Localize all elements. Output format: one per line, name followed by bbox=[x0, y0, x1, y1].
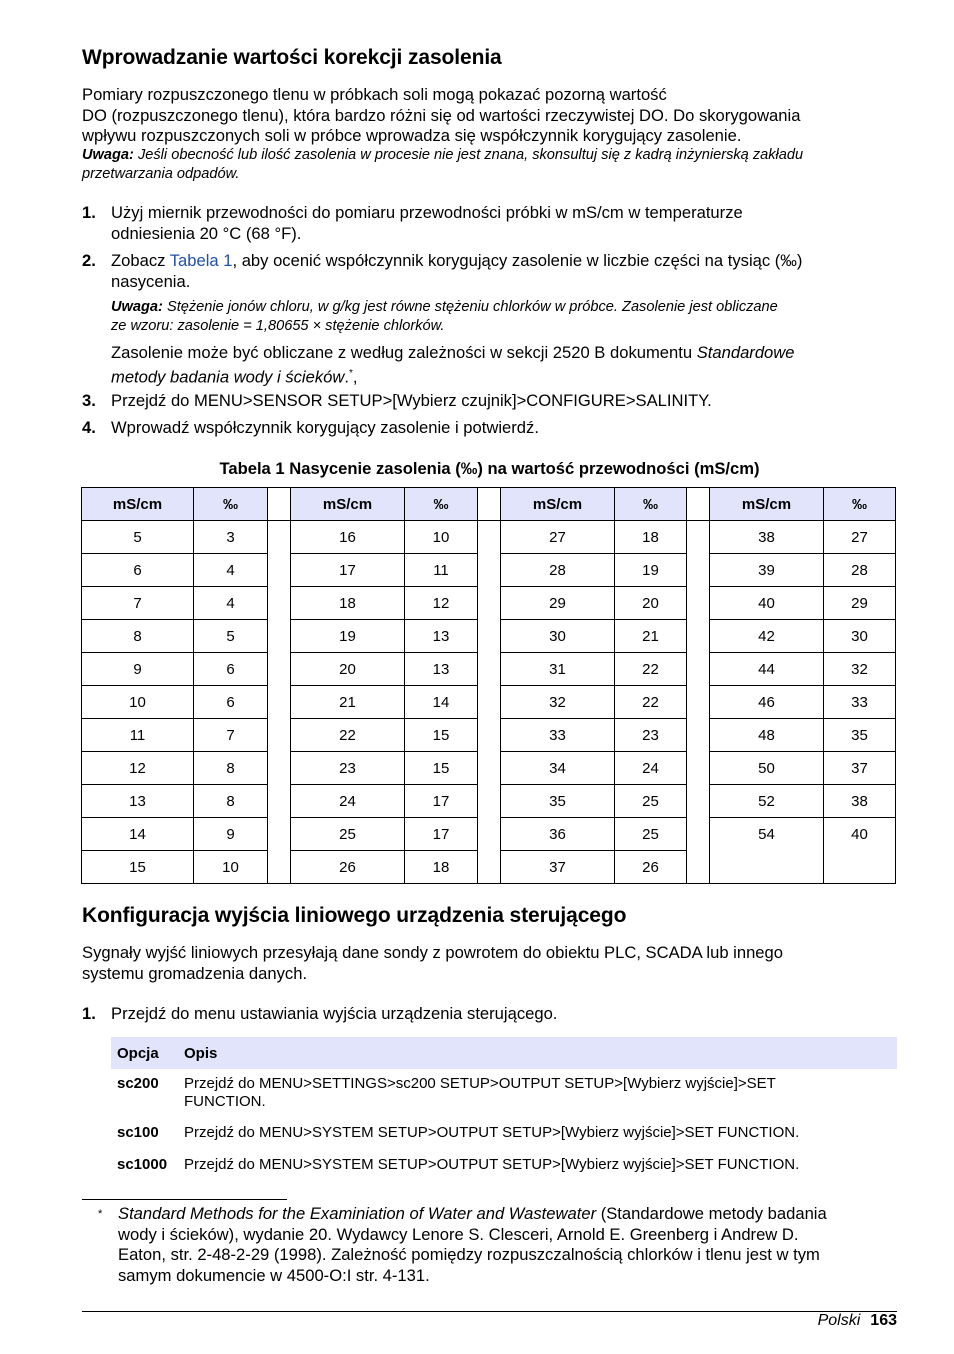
cell-permille: 33 bbox=[824, 686, 896, 719]
cell-ms: 23 bbox=[291, 752, 405, 785]
column-gap bbox=[268, 851, 291, 884]
step-text-post: , aby ocenić współczynnik korygujący zasolenie w liczbie części na tysiąc (‰) bbox=[232, 251, 803, 270]
option-row-sc100 bbox=[111, 1119, 897, 1150]
cell-ms: 42 bbox=[710, 620, 824, 653]
cell-permille: 6 bbox=[194, 686, 268, 719]
calc-italic-2: metody badania wody i ścieków bbox=[111, 367, 345, 387]
cell-permille: 5 bbox=[194, 620, 268, 653]
cell-ms: 11 bbox=[82, 719, 194, 752]
footnote-text-4: samym dokumencie w 4500-O:I str. 4-131. bbox=[118, 1265, 430, 1285]
table-row bbox=[82, 851, 896, 884]
column-gap bbox=[268, 620, 291, 653]
note-unknown-salinity bbox=[82, 146, 803, 183]
option-key: sc1000 bbox=[117, 1156, 168, 1173]
step-text-2: nasycenia. bbox=[111, 271, 191, 291]
cell-permille: 17 bbox=[405, 818, 478, 851]
step-text: Przejdź do menu ustawiania wyjścia urządzenia sterującego. bbox=[111, 1004, 558, 1023]
step-text: Wprowadź współczynnik korygujący zasolenie i potwierdź. bbox=[111, 418, 539, 437]
table-row bbox=[82, 521, 896, 554]
cell-permille: 26 bbox=[615, 851, 687, 884]
column-gap bbox=[687, 554, 710, 587]
column-gap bbox=[687, 719, 710, 752]
cell-ms: 25 bbox=[291, 818, 405, 851]
column-gap bbox=[478, 620, 501, 653]
page-number: 163 bbox=[870, 1312, 897, 1329]
cell-permille: 23 bbox=[615, 719, 687, 752]
table-1-caption: Tabela 1 Nasycenie zasolenia (‰) na wartość przewodności (mS/cm) bbox=[219, 459, 760, 478]
cell-permille: 30 bbox=[824, 620, 896, 653]
cell-permille: 28 bbox=[824, 554, 896, 587]
cell-permille: 4 bbox=[194, 554, 268, 587]
note-text-2: przetwarzania odpadów. bbox=[82, 165, 240, 182]
table-row bbox=[82, 818, 896, 851]
cell-permille: 13 bbox=[405, 620, 478, 653]
cell-ms: 32 bbox=[501, 686, 615, 719]
cell-permille: 17 bbox=[405, 785, 478, 818]
cell-permille: 20 bbox=[615, 587, 687, 620]
column-gap bbox=[478, 587, 501, 620]
intro-line-2: systemu gromadzenia danych. bbox=[82, 963, 308, 983]
cell-ms: 6 bbox=[82, 554, 194, 587]
cell-ms: 37 bbox=[501, 851, 615, 884]
cell-permille: 12 bbox=[405, 587, 478, 620]
section-title-salinity: Wprowadzanie wartości korekcji zasolenia bbox=[82, 46, 502, 69]
cell-permille: 22 bbox=[615, 686, 687, 719]
cell-permille: 10 bbox=[405, 521, 478, 554]
column-gap bbox=[687, 851, 710, 884]
cell-permille: 22 bbox=[615, 653, 687, 686]
column-gap bbox=[478, 488, 501, 521]
cell-ms: 54 bbox=[710, 818, 824, 851]
cell-permille: 7 bbox=[194, 719, 268, 752]
cell-permille: 19 bbox=[615, 554, 687, 587]
step-number: 4. bbox=[82, 418, 96, 437]
cell-ms: 9 bbox=[82, 653, 194, 686]
table-row bbox=[82, 653, 896, 686]
table-row bbox=[82, 620, 896, 653]
column-gap bbox=[687, 686, 710, 719]
cell-ms: 29 bbox=[501, 587, 615, 620]
cell-ms: 46 bbox=[710, 686, 824, 719]
cell-ms: 24 bbox=[291, 785, 405, 818]
cell-permille: 3 bbox=[194, 521, 268, 554]
column-gap bbox=[268, 818, 291, 851]
column-gap bbox=[478, 851, 501, 884]
column-gap bbox=[268, 488, 291, 521]
footnote bbox=[82, 1204, 897, 1286]
cell-ms: 16 bbox=[291, 521, 405, 554]
cell-ms: 34 bbox=[501, 752, 615, 785]
cell-permille bbox=[824, 851, 896, 884]
table-row bbox=[82, 686, 896, 719]
step-number: 3. bbox=[82, 391, 96, 410]
cell-ms: 8 bbox=[82, 620, 194, 653]
cell-ms bbox=[710, 851, 824, 884]
cell-permille: 32 bbox=[824, 653, 896, 686]
table-header-row bbox=[82, 488, 896, 521]
cell-ms: 50 bbox=[710, 752, 824, 785]
cell-ms: 48 bbox=[710, 719, 824, 752]
cell-permille: 18 bbox=[405, 851, 478, 884]
step-number: 1. bbox=[82, 1004, 96, 1023]
col-header-ms: mS/cm bbox=[501, 488, 615, 521]
page-footer bbox=[818, 1312, 897, 1330]
cell-permille: 40 bbox=[824, 818, 896, 851]
intro-line-1: Pomiary rozpuszczonego tlenu w próbkach soli mogą pokazać pozorną wartość bbox=[82, 85, 667, 104]
cell-ms: 12 bbox=[82, 752, 194, 785]
options-table bbox=[111, 1037, 897, 1182]
cell-ms: 17 bbox=[291, 554, 405, 587]
step-4 bbox=[82, 418, 897, 439]
cell-permille: 13 bbox=[405, 653, 478, 686]
cell-ms: 35 bbox=[501, 785, 615, 818]
calc-paragraph bbox=[111, 343, 897, 388]
note-label: Uwaga: bbox=[111, 299, 163, 315]
column-gap bbox=[268, 686, 291, 719]
col-header-ms: mS/cm bbox=[82, 488, 194, 521]
column-gap bbox=[268, 785, 291, 818]
option-row-sc1000 bbox=[111, 1150, 897, 1182]
cell-ms: 36 bbox=[501, 818, 615, 851]
col-header-permille: ‰ bbox=[824, 488, 896, 521]
cell-permille: 38 bbox=[824, 785, 896, 818]
intro-paragraph bbox=[82, 85, 897, 147]
cell-ms: 33 bbox=[501, 719, 615, 752]
cell-ms: 13 bbox=[82, 785, 194, 818]
column-gap bbox=[687, 818, 710, 851]
footnote-text-3: Eaton, str. 2-48-2-29 (1998). Zależność pomiędzy rozpuszczalnością chlorków i tlenu jest w tym bbox=[118, 1245, 820, 1265]
intro-line-2: DO (rozpuszczonego tlenu), która bardzo różni się od wartości rzeczywistej DO. Do skorygowania bbox=[82, 105, 801, 125]
cell-permille: 11 bbox=[405, 554, 478, 587]
cell-ms: 27 bbox=[501, 521, 615, 554]
page-footer-rule bbox=[82, 1311, 897, 1312]
column-gap bbox=[478, 752, 501, 785]
column-gap bbox=[478, 785, 501, 818]
note-label: Uwaga: bbox=[82, 147, 134, 163]
column-gap bbox=[478, 653, 501, 686]
cell-permille: 35 bbox=[824, 719, 896, 752]
section-title-output: Konfiguracja wyjścia liniowego urządzenia sterującego bbox=[82, 904, 627, 927]
note-chloride bbox=[111, 298, 778, 335]
cell-ms: 7 bbox=[82, 587, 194, 620]
col-header-description: Opis bbox=[178, 1037, 897, 1069]
option-key: sc100 bbox=[117, 1124, 159, 1141]
cell-ms: 20 bbox=[291, 653, 405, 686]
table-row bbox=[82, 719, 896, 752]
column-gap bbox=[268, 521, 291, 554]
cell-ms: 18 bbox=[291, 587, 405, 620]
table-row bbox=[82, 554, 896, 587]
col-header-permille: ‰ bbox=[615, 488, 687, 521]
output-intro bbox=[82, 943, 897, 984]
footer-language: Polski bbox=[817, 1312, 861, 1329]
column-gap bbox=[687, 521, 710, 554]
calc-text: Zasolenie może być obliczane z według zależności w sekcji 2520 B dokumentu bbox=[111, 343, 697, 362]
footnote-text-2: wody i ścieków), wydanie 20. Wydawcy Lenore S. Clesceri, Arnold E. Greenberg i Andrew D. bbox=[118, 1224, 799, 1244]
column-gap bbox=[687, 752, 710, 785]
cell-permille: 27 bbox=[824, 521, 896, 554]
step-text: Przejdź do MENU>SENSOR SETUP>[Wybierz czujnik]>CONFIGURE>SALINITY. bbox=[111, 391, 712, 410]
column-gap bbox=[687, 587, 710, 620]
cell-ms: 52 bbox=[710, 785, 824, 818]
column-gap bbox=[268, 719, 291, 752]
cell-permille: 29 bbox=[824, 587, 896, 620]
option-desc-line-2: FUNCTION. bbox=[184, 1093, 266, 1110]
column-gap bbox=[478, 818, 501, 851]
cell-permille: 21 bbox=[615, 620, 687, 653]
footnote-marker: * bbox=[348, 367, 353, 379]
cell-ms: 21 bbox=[291, 686, 405, 719]
cell-permille: 37 bbox=[824, 752, 896, 785]
cell-permille: 10 bbox=[194, 851, 268, 884]
cell-permille: 25 bbox=[615, 785, 687, 818]
cell-ms: 28 bbox=[501, 554, 615, 587]
option-key: sc200 bbox=[117, 1075, 159, 1092]
cell-permille: 18 bbox=[615, 521, 687, 554]
column-gap bbox=[478, 554, 501, 587]
cell-ms: 40 bbox=[710, 587, 824, 620]
cell-ms: 39 bbox=[710, 554, 824, 587]
cell-permille: 15 bbox=[405, 719, 478, 752]
step-number: 1. bbox=[82, 203, 96, 222]
option-desc: Przejdź do MENU>SYSTEM SETUP>OUTPUT SETUP>[Wybierz wyjście]>SET FUNCTION. bbox=[184, 1156, 800, 1173]
col-header-ms: mS/cm bbox=[291, 488, 405, 521]
cell-permille: 4 bbox=[194, 587, 268, 620]
column-gap bbox=[478, 521, 501, 554]
option-desc-line-1: Przejdź do MENU>SETTINGS>sc200 SETUP>OUTPUT SETUP>[Wybierz wyjście]>SET bbox=[184, 1075, 776, 1092]
col-header-permille: ‰ bbox=[194, 488, 268, 521]
column-gap bbox=[478, 719, 501, 752]
option-desc: Przejdź do MENU>SYSTEM SETUP>OUTPUT SETUP>[Wybierz wyjście]>SET FUNCTION. bbox=[184, 1124, 800, 1141]
column-gap bbox=[687, 653, 710, 686]
cell-ms: 14 bbox=[82, 818, 194, 851]
column-gap bbox=[687, 620, 710, 653]
note-text-2: ze wzoru: zasolenie = 1,80655 × stężenie chlorków. bbox=[111, 317, 445, 334]
col-header-permille: ‰ bbox=[405, 488, 478, 521]
output-step-1 bbox=[82, 1004, 897, 1025]
calc-period: . bbox=[344, 367, 349, 387]
column-gap bbox=[268, 653, 291, 686]
table-row bbox=[82, 752, 896, 785]
cell-ms: 38 bbox=[710, 521, 824, 554]
calc-comma: , bbox=[352, 367, 358, 387]
step-text: Zobacz bbox=[111, 251, 170, 270]
column-gap bbox=[687, 488, 710, 521]
column-gap bbox=[268, 554, 291, 587]
note-text: Stężenie jonów chloru, w g/kg jest równe stężeniu chlorków w próbce. Zasolenie jest obliczane bbox=[162, 299, 778, 315]
intro-line-1: Sygnały wyjść liniowych przesyłają dane sondy z powrotem do obiektu PLC, SCADA lub innego bbox=[82, 943, 783, 962]
table-row bbox=[82, 785, 896, 818]
cell-ms: 15 bbox=[82, 851, 194, 884]
cell-ms: 30 bbox=[501, 620, 615, 653]
cell-permille: 25 bbox=[615, 818, 687, 851]
options-header-row bbox=[111, 1037, 897, 1069]
option-row-sc200 bbox=[111, 1069, 897, 1119]
cell-ms: 44 bbox=[710, 653, 824, 686]
salinity-table bbox=[81, 487, 896, 884]
step-2 bbox=[82, 251, 897, 292]
intro-line-3: wpływu rozpuszczonych soli w próbce wprowadza się współczynnik korygujący zasolenie. bbox=[82, 126, 742, 146]
column-gap bbox=[268, 752, 291, 785]
cell-ms: 5 bbox=[82, 521, 194, 554]
cell-ms: 10 bbox=[82, 686, 194, 719]
step-1 bbox=[82, 203, 897, 244]
footnote-text-1: (Standardowe metody badania bbox=[596, 1204, 827, 1223]
option-desc bbox=[178, 1069, 897, 1119]
cell-permille: 24 bbox=[615, 752, 687, 785]
col-header-ms: mS/cm bbox=[710, 488, 824, 521]
step-text: Użyj miernik przewodności do pomiaru przewodności próbki w mS/cm w temperaturze bbox=[111, 203, 743, 222]
footnote-rule bbox=[82, 1199, 287, 1200]
table-row bbox=[82, 587, 896, 620]
cell-permille: 8 bbox=[194, 752, 268, 785]
cell-permille: 8 bbox=[194, 785, 268, 818]
note-text: Jeśli obecność lub ilość zasolenia w procesie nie jest znana, skonsultuj się z kadrą inżynierską zakładu bbox=[133, 147, 804, 163]
cell-permille: 6 bbox=[194, 653, 268, 686]
step-number: 2. bbox=[82, 251, 96, 270]
footnote-title: Standard Methods for the Examiniation of Water and Wastewater bbox=[118, 1204, 597, 1223]
table-1-link[interactable]: Tabela 1 bbox=[169, 251, 233, 270]
cell-ms: 19 bbox=[291, 620, 405, 653]
cell-ms: 26 bbox=[291, 851, 405, 884]
cell-permille: 14 bbox=[405, 686, 478, 719]
step-text-2: odniesienia 20 °C (68 °F). bbox=[111, 223, 302, 243]
footnote-star: * bbox=[98, 1208, 103, 1220]
cell-ms: 31 bbox=[501, 653, 615, 686]
col-header-option: Opcja bbox=[111, 1037, 178, 1069]
column-gap bbox=[478, 686, 501, 719]
column-gap bbox=[687, 785, 710, 818]
calc-italic-1: Standardowe bbox=[696, 343, 795, 362]
cell-ms: 22 bbox=[291, 719, 405, 752]
cell-permille: 15 bbox=[405, 752, 478, 785]
column-gap bbox=[268, 587, 291, 620]
step-3 bbox=[82, 391, 897, 412]
cell-permille: 9 bbox=[194, 818, 268, 851]
